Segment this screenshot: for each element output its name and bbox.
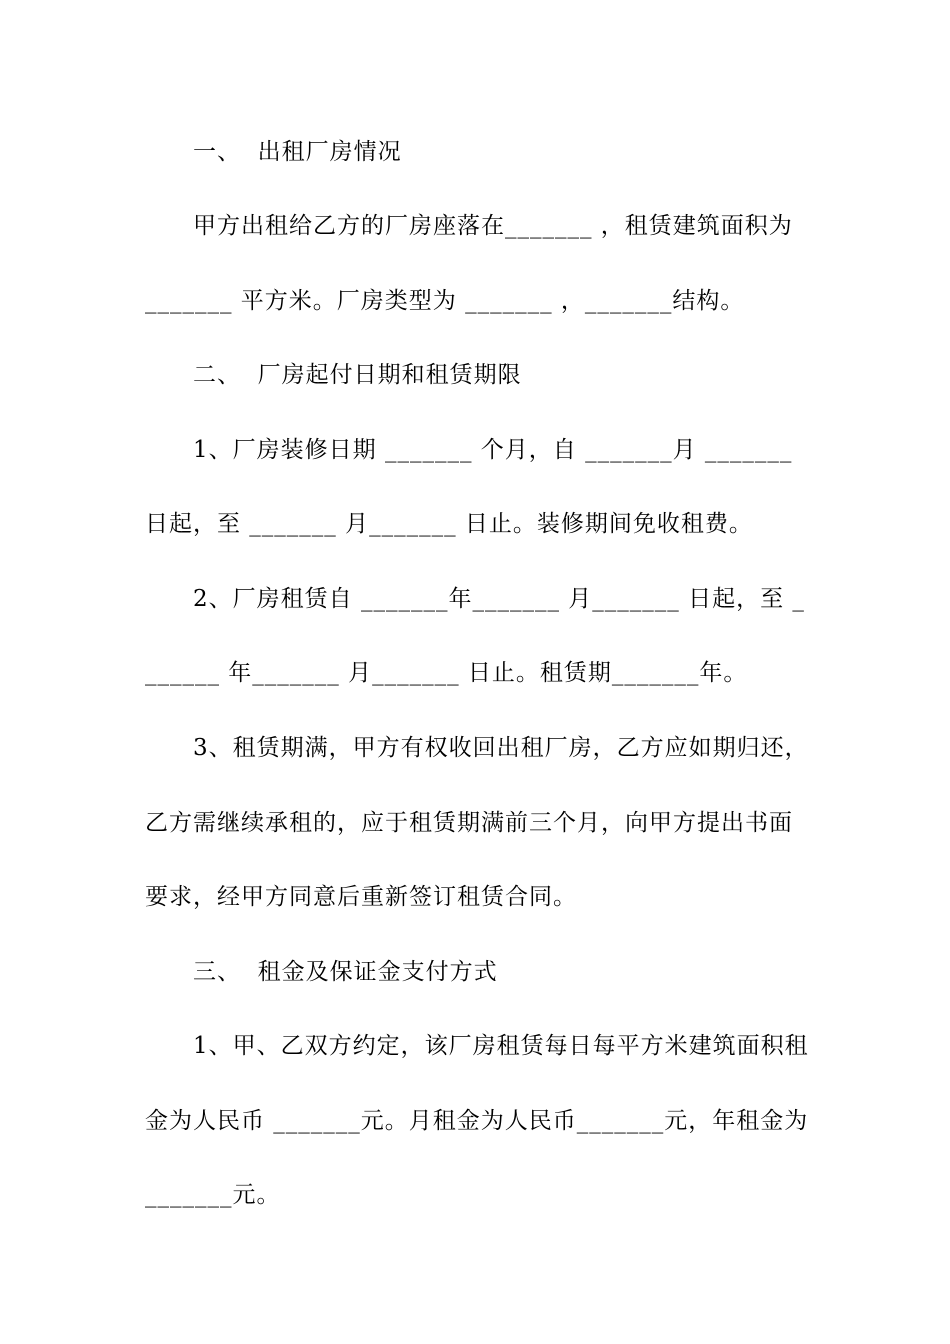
paragraph-line: 金为人民币 _______元。月租金为人民币_______元，年租金为 xyxy=(145,1108,809,1134)
section-heading-3: 三、 租金及保证金支付方式 xyxy=(193,959,498,985)
paragraph-line: 要求，经甲方同意后重新签订租赁合同。 xyxy=(145,884,577,910)
paragraph-line: _______元。 xyxy=(145,1182,281,1208)
paragraph-line: 乙方需继续承租的，应于租赁期满前三个月，向甲方提出书面 xyxy=(145,810,793,836)
section-heading-1: 一、 出租厂房情况 xyxy=(193,139,402,165)
paragraph-line: ______ 年_______ 月_______ 日止。租赁期_______年。 xyxy=(145,660,748,686)
paragraph-line: 甲方出租给乙方的厂房座落在_______ ，租赁建筑面积为 xyxy=(193,213,793,239)
paragraph-line: 1、厂房装修日期 _______ 个月，自 _______月 _______ xyxy=(193,437,793,463)
paragraph-line: 3、租赁期满，甲方有权收回出租厂房，乙方应如期归还， xyxy=(193,735,809,761)
section-heading-2: 二、 厂房起付日期和租赁期限 xyxy=(193,362,522,388)
paragraph-line: 2、厂房租赁自 _______年_______ 月_______ 日起，至 _ xyxy=(193,586,805,612)
paragraph-line: _______ 平方米。厂房类型为 _______ ，_______结构。 xyxy=(145,288,745,314)
paragraph-line: 1、甲、乙双方约定，该厂房租赁每日每平方米建筑面积租 xyxy=(193,1033,809,1059)
paragraph-line: 日起，至 _______ 月_______ 日止。装修期间免收租费。 xyxy=(145,511,753,537)
